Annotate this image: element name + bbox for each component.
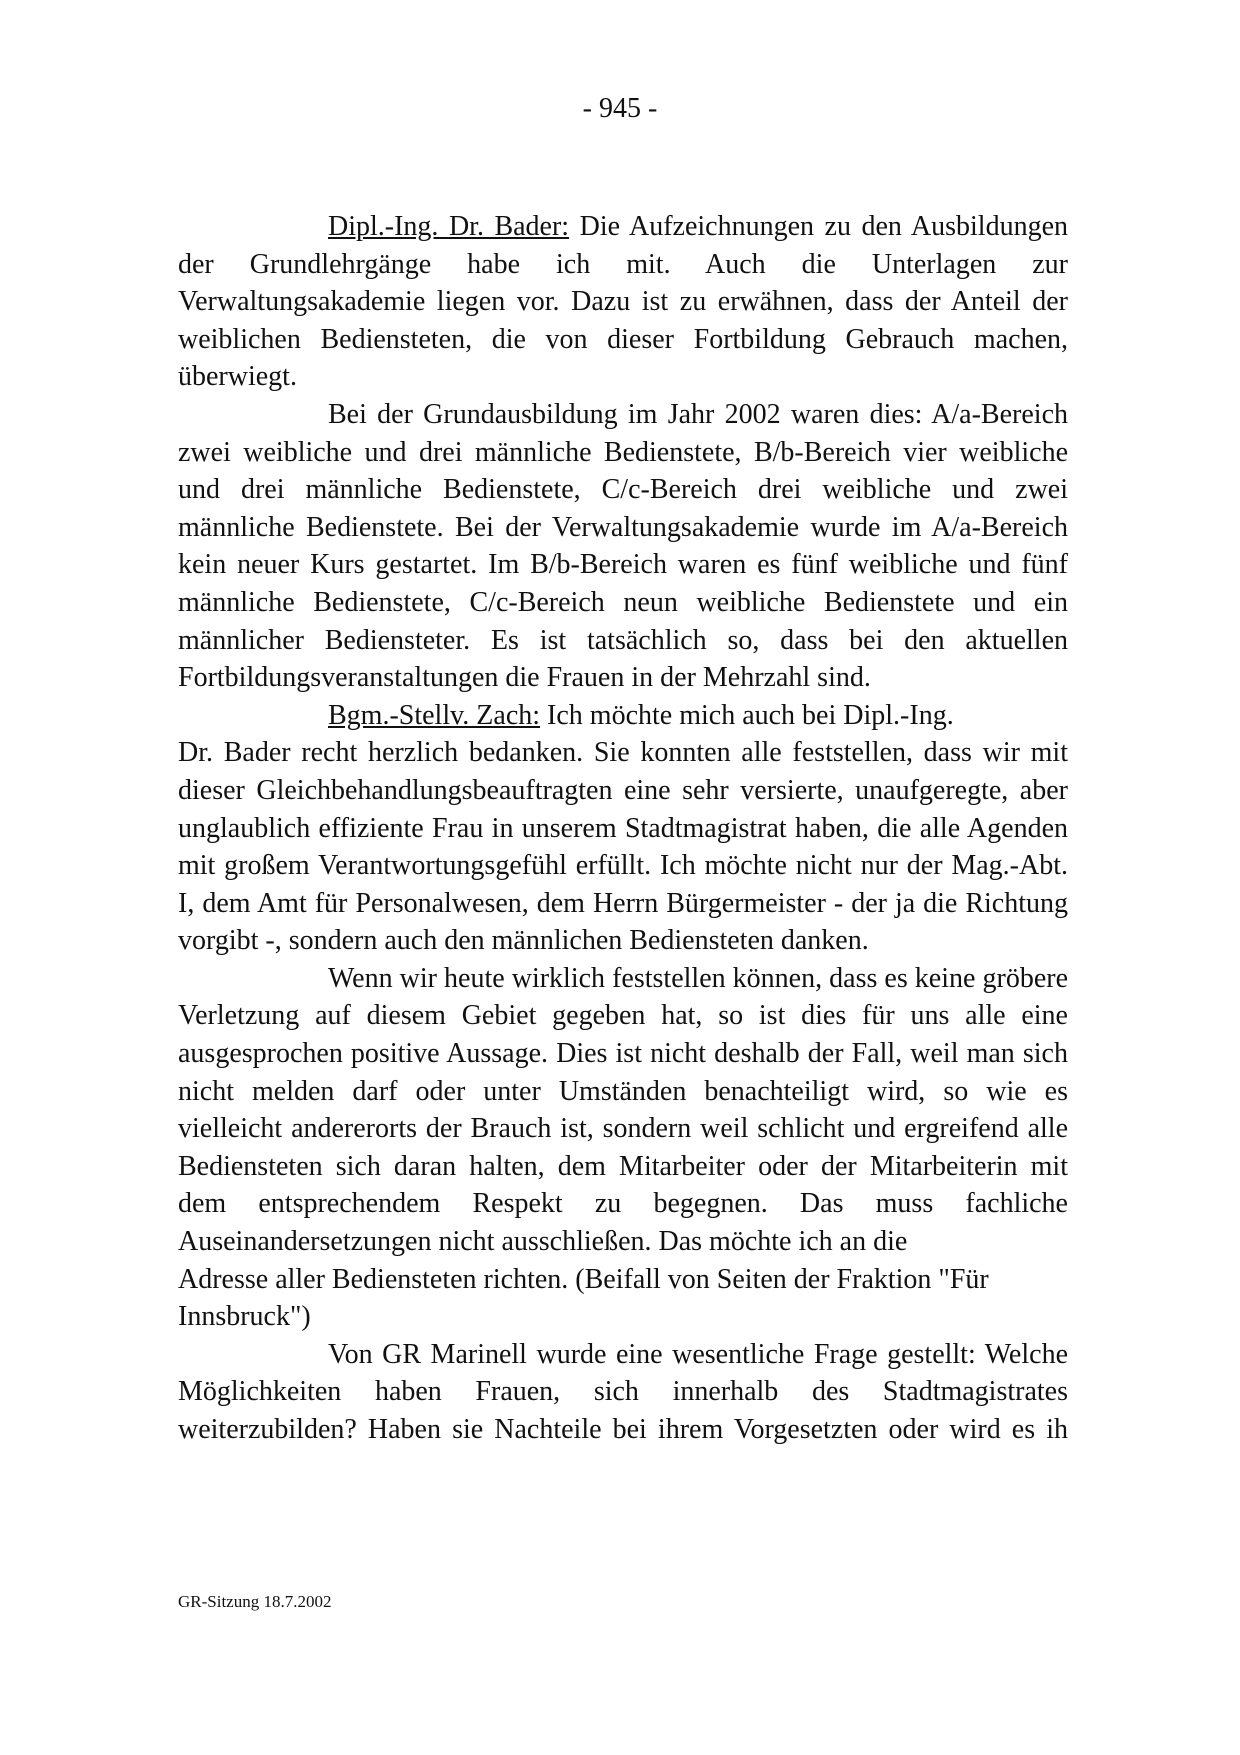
paragraph-text-block — [178, 1336, 1068, 1449]
paragraph-text: Dr. Bader recht herzlich bedanken. Sie konnten alle feststellen, dass wir mit dieser Gleichbehandlungsbeauftragten eine sehr versierte, unaufgeregte, aber unglaublich effiziente Frau in unserem Stadtmagistrat haben, die alle Agenden mit großem Verantwortungsgefühl erfüllt. Ich möchte nicht nur der Mag.-Abt. I, dem Amt für Personalwesen, dem Herrn Bürgermeister - der ja die Richtung vorgibt -, sondern auch den männlichen Bediensteten danken. — [178, 737, 1068, 957]
paragraph-text: Ich möchte mich auch bei Dipl.-Ing. — [547, 699, 954, 731]
paragraph-text: Von GR Marinell wurde eine wesentliche Frage gestellt: Welche Möglichkeiten haben Frauen, sich innerhalb des Stadtmagistrates weiterzubilden? Haben sie Nachteile bei ihrem Vorgesetzten oder wird es ih — [178, 1338, 1068, 1445]
paragraph-text-block — [178, 734, 1068, 960]
paragraph-line: Adresse aller Bediensteten richten. (Beifall von Seiten der Fraktion "Für — [178, 1263, 989, 1295]
page-footer: GR-Sitzung 18.7.2002 — [178, 1592, 332, 1611]
paragraph-line: Innsbruck") — [178, 1301, 311, 1333]
speaker-bader: Dipl.-Ing. Dr. Bader: — [328, 211, 570, 242]
paragraph-text: Bei der Grundausbildung im Jahr 2002 waren dies: A/a-Bereich zwei weibliche und drei männliche Bedienstete, B/b-Bereich vier weibliche und drei männliche Bedienstete, C/c-Bereich drei weibliche und zwei männliche Bedienstete. Bei der Verwaltungsakademie wurde im A/a-Bereich kein neuer Kurs gestartet. Im B/b-Bereich waren es fünf weibliche und fünf männliche Bedienstete, C/c-Bereich neun weibliche Bedienstete und ein männlicher Bediensteter. Es ist tatsächlich so, dass bei den aktuellen Fortbildungsveranstaltungen die Frauen in der Mehrzahl sind. — [178, 398, 1068, 694]
paragraph-grundausbildung — [178, 396, 1068, 697]
paragraph-text: Die Aufzeichnungen zu den Ausbildungen der Grundlehrgänge habe ich mit. Auch die Unterlagen zur Verwaltungsakademie liegen vor. Dazu ist zu erwähnen, dass der Anteil der weiblichen Bediensteten, die von dieser Fortbildung Gebrauch machen, überwiegt. — [178, 211, 1068, 393]
paragraph-text: Das möchte ich an die — [658, 1226, 908, 1258]
paragraph-first-line — [178, 697, 1068, 735]
paragraph-text: Wenn wir heute wirklich feststellen können, dass es keine gröbere Verletzung auf diesem Gebiet gegeben hat, so ist dies für uns alle eine ausgesprochen positive Aussage. Dies ist nicht deshalb der Fall, weil man sich nicht melden darf oder unter Umständen benachteiligt wird, so wie es vielleicht andererorts der Brauch ist, sondern weil schlicht und ergreifend alle Bediensteten sich daran halten, dem Mitarbeiter oder der Mitarbeiterin mit dem entsprechendem Respekt zu begegnen. Das muss fachliche Auseinandersetzungen nicht ausschließen. — [178, 962, 1068, 1258]
paragraph-no-violation — [178, 960, 1068, 1336]
paragraph-marinell-question — [178, 1336, 1068, 1449]
page-number: - 945 - — [582, 93, 658, 124]
paragraph-text-block — [178, 960, 1068, 1261]
document-body — [178, 208, 1068, 1449]
speaker-zach: Bgm.-Stellv. Zach: — [328, 699, 541, 731]
paragraph-bader-intro — [178, 208, 1068, 396]
paragraph-zach-thanks — [178, 697, 1068, 960]
